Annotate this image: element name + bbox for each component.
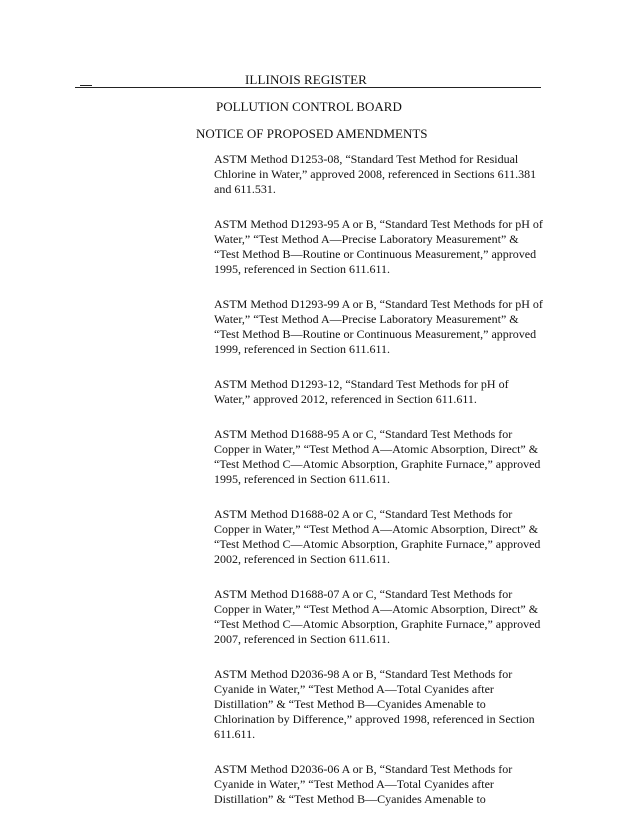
header-dash [80, 85, 92, 86]
header-rule [75, 87, 541, 88]
method-entry-d1253-08: ASTM Method D1253-08, “Standard Test Method for Residual Chlorine in Water,” approved 2008, referenced in Sections 611.381 and 611.531. [214, 152, 537, 196]
method-list [214, 152, 544, 827]
method-entry-d1688-02: ASTM Method D1688-02 A or C, “Standard Test Methods for Copper in Water,” “Test Method A—Atomic Absorption, Direct” & “Test Method C—Atomic Absorption, Graphite Furnace,” approved 2002, referenced in Section 611.611. [214, 507, 541, 566]
method-entry-d2036-06: ASTM Method D2036-06 A or B, “Standard Test Methods for Cyanide in Water,” “Test Method A—Total Cyanides after Distillation” & “Test Method B—Cyanides Amenable to [214, 762, 513, 806]
method-entry-d1688-95: ASTM Method D1688-95 A or C, “Standard Test Methods for Copper in Water,” “Test Method A—Atomic Absorption, Direct” & “Test Method C—Atomic Absorption, Graphite Furnace,” approved 1995, referenced in Section 611.611. [214, 427, 541, 486]
method-entry-d1688-07: ASTM Method D1688-07 A or C, “Standard Test Methods for Copper in Water,” “Test Method A—Atomic Absorption, Direct” & “Test Method C—Atomic Absorption, Graphite Furnace,” approved 2007, referenced in Section 611.611. [214, 587, 541, 646]
method-entry-d1293-99: ASTM Method D1293-99 A or B, “Standard Test Methods for pH of Water,” “Test Method A—Precise Laboratory Measurement” & “Test Method B—Routine or Continuous Measurement,” approved 1999, referenced in Section 611.611. [214, 297, 543, 356]
method-entry-d1293-95: ASTM Method D1293-95 A or B, “Standard Test Methods for pH of Water,” “Test Method A—Precise Laboratory Measurement” & “Test Method B—Routine or Continuous Measurement,” approved 1995, referenced in Section 611.611. [214, 217, 543, 276]
board-title: POLLUTION CONTROL BOARD [216, 99, 402, 114]
method-entry-d2036-98: ASTM Method D2036-98 A or B, “Standard Test Methods for Cyanide in Water,” “Test Method A—Total Cyanides after Distillation” & “Test Method B—Cyanides Amenable to Chlorination by Difference,” approved 1998, referenced in Section 611.611. [214, 667, 535, 741]
register-title: ILLINOIS REGISTER [245, 72, 367, 87]
method-entry-d1293-12: ASTM Method D1293-12, “Standard Test Methods for pH of Water,” approved 2012, referenced in Section 611.611. [214, 377, 509, 406]
notice-title: NOTICE OF PROPOSED AMENDMENTS [196, 126, 428, 141]
